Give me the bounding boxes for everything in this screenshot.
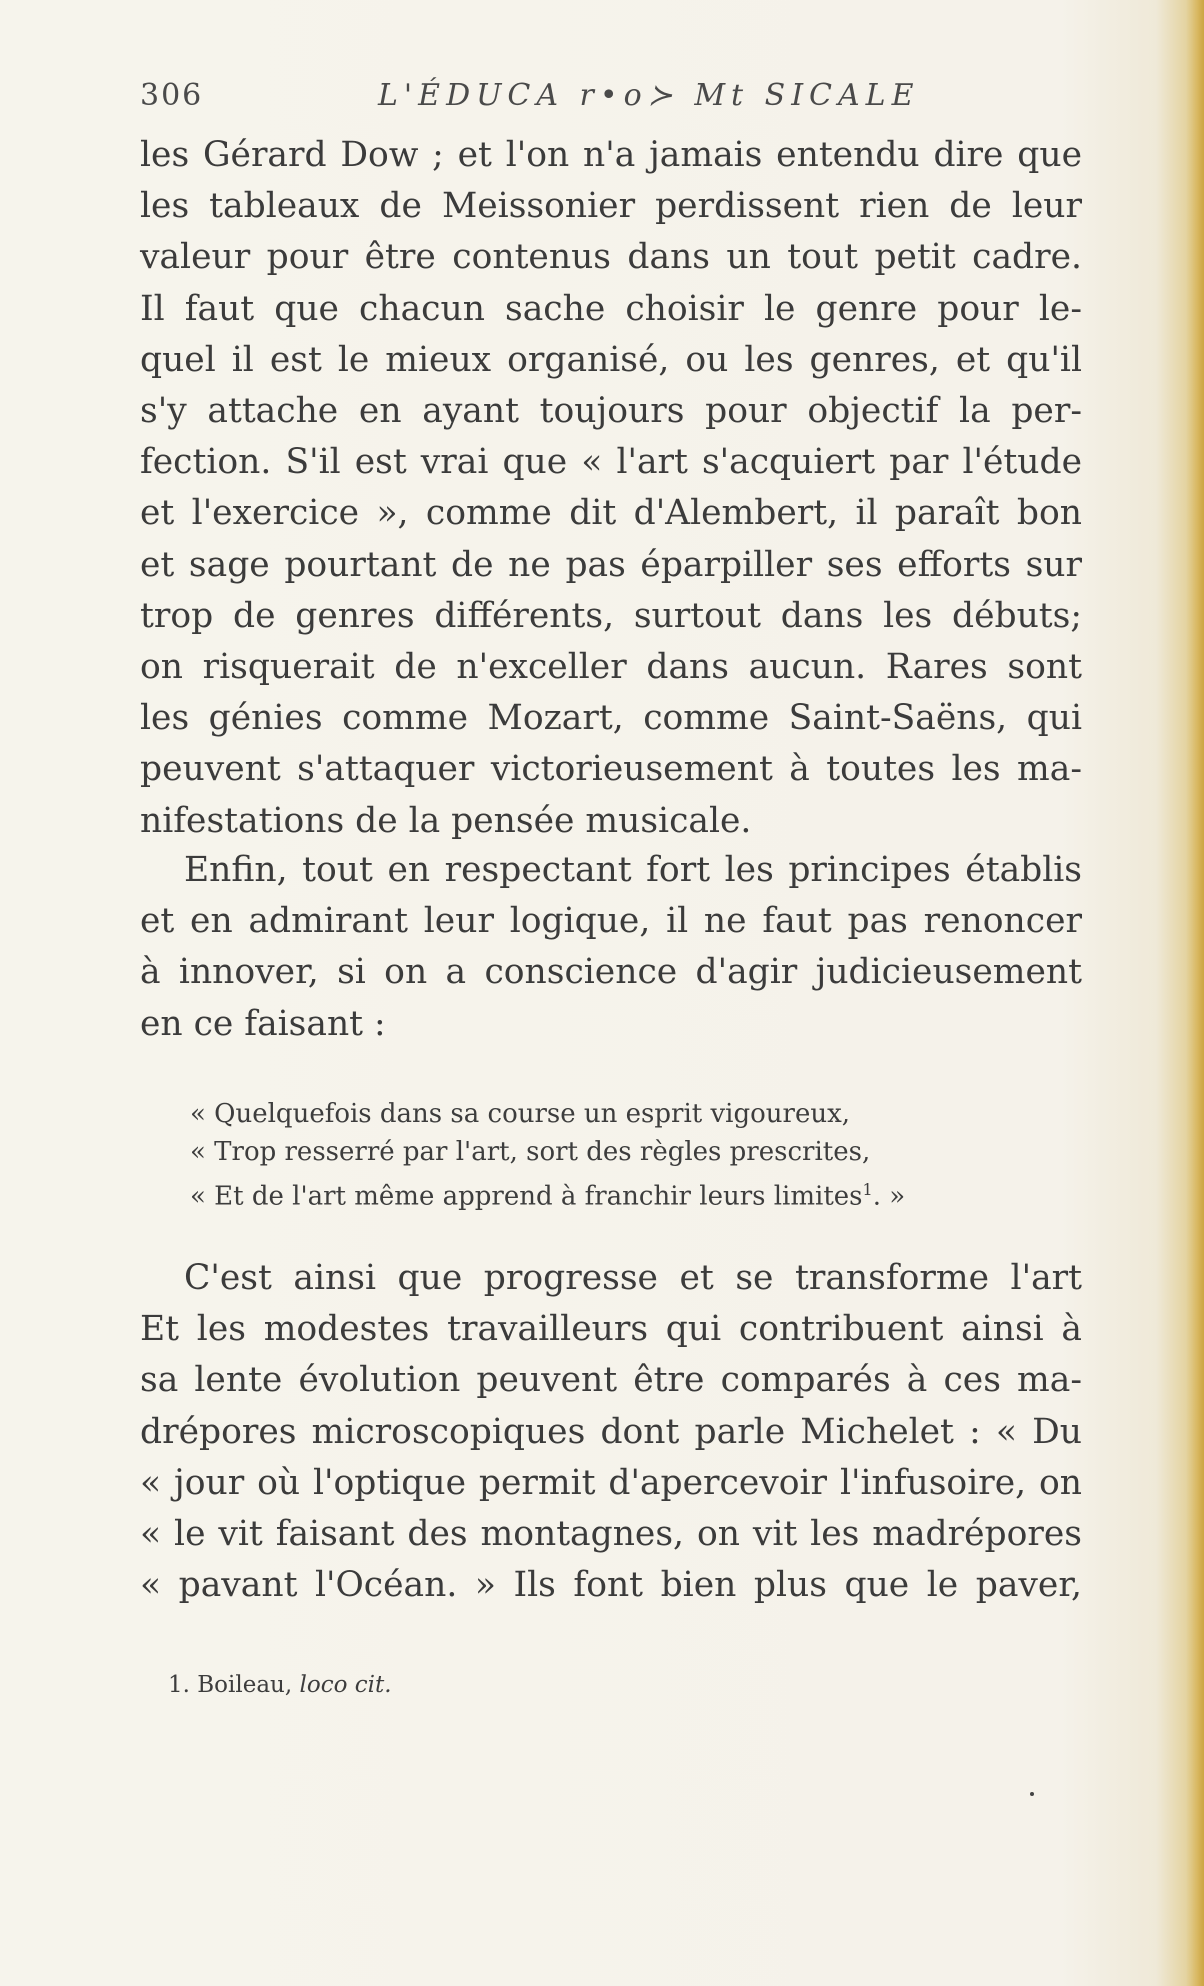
text-line: Et les modestes travailleurs qui contribuent ainsi à xyxy=(140,1309,1082,1350)
text-line: drépores microscopiques dont parle Michelet : « Du xyxy=(140,1411,1082,1452)
verse-quotation xyxy=(190,1095,905,1216)
footnote-number: 1. xyxy=(168,1672,190,1698)
verse-line: « Quelquefois dans sa course un esprit vigoureux, xyxy=(190,1099,851,1129)
text-line: les Gérard Dow ; et l'on n'a jamais entendu dire que xyxy=(140,135,1082,175)
text-line: on risquerait de n'exceller dans aucun. Rares sont xyxy=(140,647,1082,688)
footnote xyxy=(168,1672,392,1698)
text-line: les génies comme Mozart, comme Saint-Saëns, qui xyxy=(140,698,1082,739)
text-line: « jour où l'optique permit d'apercevoir l'infusoire, on xyxy=(140,1462,1082,1503)
text-line: et en admirant leur logique, il ne faut pas renoncer xyxy=(140,901,1082,942)
footnote-reference-text: loco cit. xyxy=(299,1672,392,1698)
paragraph-3 xyxy=(140,1253,1082,1611)
footnote-reference: 1 xyxy=(862,1180,873,1199)
text-line: Il faut que chacun sache choisir le genre pour le- xyxy=(140,288,1082,329)
text-line: fection. S'il est vrai que « l'art s'acquiert par l'étude xyxy=(140,442,1082,483)
text-line: C'est ainsi que progresse et se transforme l'art xyxy=(184,1258,1082,1298)
text-line: « le vit faisant des montagnes, on vit les madrépores xyxy=(140,1514,1082,1555)
page-header xyxy=(140,78,1080,114)
text-line: à innover, si on a conscience d'agir judicieusement xyxy=(140,952,1082,993)
text-line: quel il est le mieux organisé, ou les genres, et qu'il xyxy=(140,339,1082,380)
text-line: trop de genres différents, surtout dans les débuts; xyxy=(140,595,1082,636)
text-line: en ce faisant : xyxy=(140,1003,386,1044)
text-line: sa lente évolution peuvent être comparés à ces ma- xyxy=(140,1360,1082,1401)
paragraph-2 xyxy=(140,845,1082,1050)
text-line: peuvent s'attaquer victorieusement à toutes les ma- xyxy=(140,749,1082,790)
text-line: valeur pour être contenus dans un tout petit cadre. xyxy=(140,237,1082,278)
running-title: L'ÉDUCA r•o≻ Mt SICALE xyxy=(378,78,920,113)
text-line: les tableaux de Meissonier perdissent rien de leur xyxy=(140,186,1082,227)
text-line: et sage pourtant de ne pas éparpiller ses efforts sur xyxy=(140,544,1082,585)
footnote-author: Boileau, xyxy=(197,1672,293,1698)
text-line: « pavant l'Océan. » Ils font bien plus que le paver, xyxy=(140,1565,1082,1606)
page-edge-shadow xyxy=(1186,0,1204,1986)
text-line: Enfin, tout en respectant fort les principes établis xyxy=(184,850,1082,890)
text-line: et l'exercice », comme dit d'Alembert, il paraît bon xyxy=(140,493,1082,534)
verse-line: « Trop resserré par l'art, sort des règles prescrites, xyxy=(190,1137,871,1167)
page-number: 306 xyxy=(140,78,204,113)
verse-line xyxy=(190,1171,905,1216)
paragraph-1 xyxy=(140,130,1082,847)
text-line: nifestations de la pensée musicale. xyxy=(140,800,752,841)
ink-speck xyxy=(1030,1792,1034,1796)
text-line: s'y attache en ayant toujours pour objectif la per- xyxy=(140,391,1082,432)
verse-closing: . » xyxy=(872,1181,906,1212)
verse-line-text: « Et de l'art même apprend à franchir leurs limites xyxy=(190,1181,863,1212)
